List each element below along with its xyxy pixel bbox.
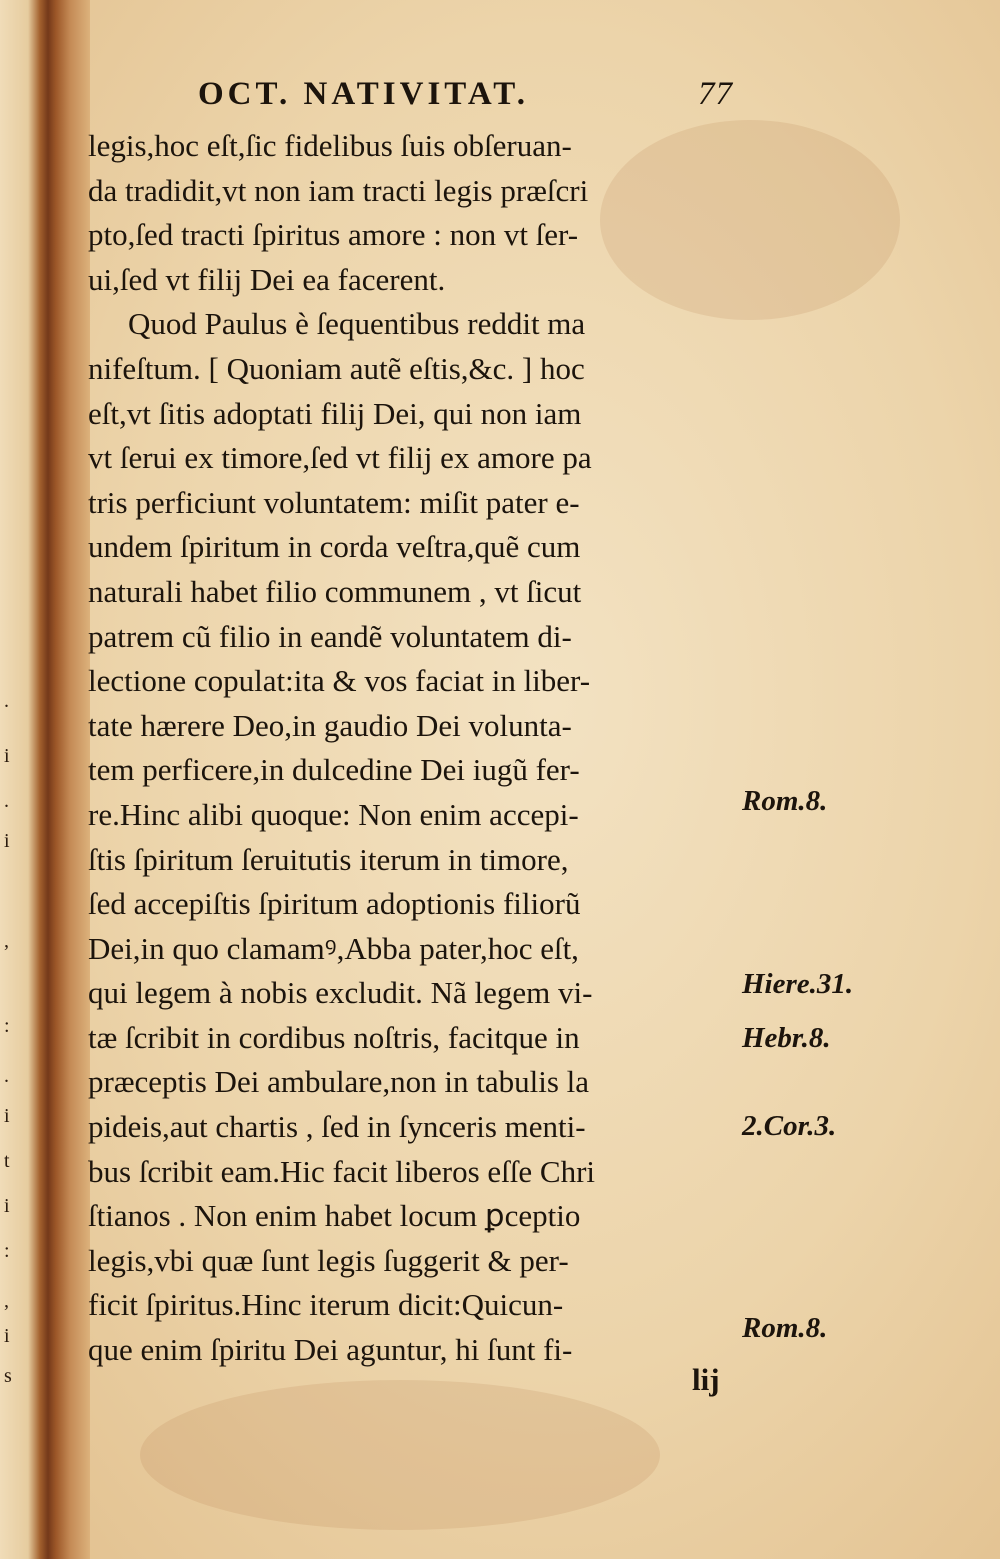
text-line: Dei,in quo clamamꝰ,Abba pater,hoc eſt, bbox=[88, 930, 579, 966]
margin-note: Hebr.8. bbox=[742, 1022, 831, 1054]
text-line: nifeſtum. [ Quoniam autẽ eſtis,&c. ] hoc bbox=[88, 350, 585, 386]
running-title: OCT. NATIVITAT. bbox=[198, 76, 530, 112]
text-line: Quod Paulus è ſequentibus reddit ma bbox=[128, 306, 586, 342]
page-number: 77 bbox=[698, 76, 733, 112]
text-line: patrem cũ filio in eandẽ voluntatem di- bbox=[88, 618, 572, 654]
text-line: tate hærere Deo,in gaudio Dei volunta- bbox=[88, 707, 572, 743]
text-line: tæ ſcribit in cordibus noſtris, facitque in bbox=[88, 1019, 580, 1055]
text-line: naturali habet filio communem , vt ſicut bbox=[88, 573, 582, 609]
text-line: ſed accepiſtis ſpiritum adoptionis filiorũ bbox=[88, 886, 581, 922]
running-header bbox=[198, 76, 758, 124]
text-line: lectione copulat:ita & vos faciat in liber- bbox=[88, 663, 591, 699]
body-text bbox=[88, 124, 758, 1373]
text-line: ſtis ſpiritum ſeruitutis iterum in timore, bbox=[88, 841, 569, 877]
text-line: da tradidit,vt non iam tracti legis præſcri bbox=[88, 172, 589, 208]
catchword: lij bbox=[692, 1362, 720, 1397]
text-line: tem perficere,in dulcedine Dei iugũ fer- bbox=[88, 752, 580, 788]
adjacent-page-edge: . i . i , : . i t i : , i s bbox=[4, 690, 12, 1387]
text-line: ui,ſed vt filij Dei ea facerent. bbox=[88, 261, 446, 297]
text-line: pto,ſed tracti ſpiritus amore : non vt ſer- bbox=[88, 217, 579, 253]
text-line: re.Hinc alibi quoque: Non enim accepi- bbox=[88, 796, 579, 832]
paper-stain bbox=[140, 1380, 660, 1530]
margin-note: 2.Cor.3. bbox=[742, 1110, 837, 1142]
text-line: undem ſpiritum in corda veſtra,quẽ cum bbox=[88, 529, 581, 565]
margin-note: Hiere.31. bbox=[742, 968, 854, 1000]
text-line: bus ſcribit eam.Hic facit liberos eſſe Chri bbox=[88, 1153, 596, 1189]
text-line: eſt,vt ſitis adoptati filij Dei, qui non iam bbox=[88, 395, 582, 431]
text-line: pideis,aut chartis , ſed in ſynceris menti- bbox=[88, 1109, 586, 1145]
text-line: ficit ſpiritus.Hinc iterum dicit:Quicun- bbox=[88, 1287, 564, 1323]
text-line: tris perficiunt voluntatem: miſit pater e- bbox=[88, 484, 580, 520]
text-line: præceptis Dei ambulare,non in tabulis la bbox=[88, 1064, 590, 1100]
margin-note: Rom.8. bbox=[742, 785, 828, 817]
text-line: legis,vbi quæ ſunt legis ſuggerit & per- bbox=[88, 1242, 569, 1278]
text-line: qui legem à nobis excludit. Nã legem vi- bbox=[88, 975, 593, 1011]
margin-notes bbox=[742, 0, 912, 1559]
text-line: vt ſerui ex timore,ſed vt filij ex amore pa bbox=[88, 440, 592, 476]
text-line: que enim ſpiritu Dei aguntur, hi ſunt fi- bbox=[88, 1332, 573, 1368]
text-line: ſtianos . Non enim habet locum ꝑceptio bbox=[88, 1198, 581, 1234]
text-line: legis,hoc eſt,ſic fidelibus ſuis obſeruan- bbox=[88, 128, 572, 163]
margin-note: Rom.8. bbox=[742, 1312, 828, 1344]
